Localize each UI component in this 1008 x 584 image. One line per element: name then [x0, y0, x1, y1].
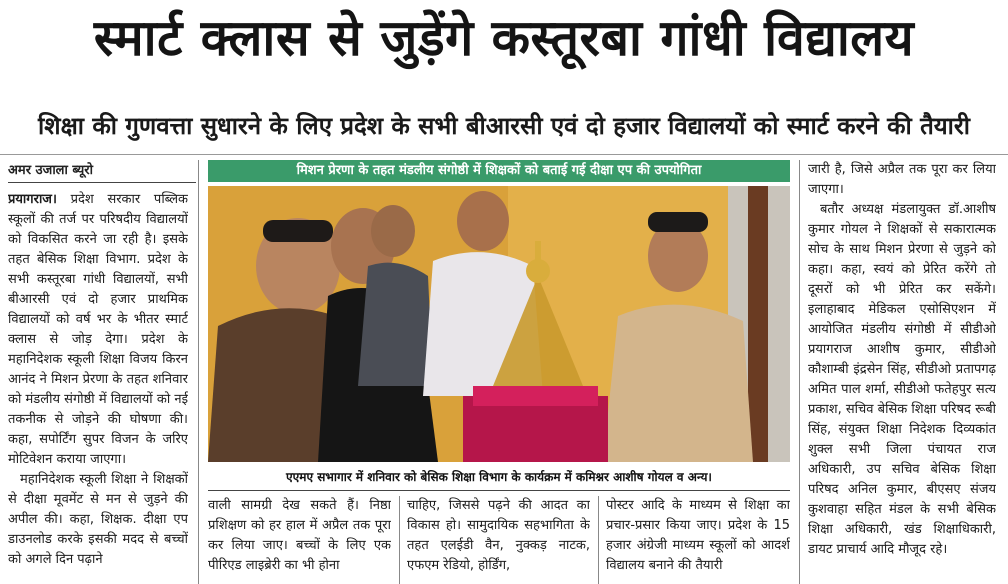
paragraph	[8, 190, 188, 470]
top-rule	[0, 154, 1008, 155]
paragraph: जारी है, जिसे अप्रैल तक पूरा कर लिया जाएगा।	[808, 162, 996, 197]
subheadline: शिक्षा की गुणवत्ता सुधारने के लिए प्रदेश के सभी बीआरसी एवं दो हजार विद्यालयों को स्मार्ट करने की तैयारी	[38, 112, 970, 140]
photo-banner: मिशन प्रेरणा के तहत मंडलीय संगोष्ठी में शिक्षकों को बताई गई दीक्षा एप की उपयोगिता	[208, 160, 790, 182]
photo-caption: एएमए सभागार में शनिवार को बेसिक शिक्षा विभाग के कार्यक्रम में कमिश्नर आशीष गोयल व अन्य।	[286, 470, 712, 484]
headline: स्मार्ट क्लास से जुड़ेंगे कस्तूरबा गांधी विद्यालय	[93, 9, 915, 67]
photo-illustration	[208, 186, 790, 462]
paragraph: महानिदेशक स्कूली शिक्षा ने शिक्षकों से दीक्षा मूवमेंट से मन से जुड़ने की अपील की। कहा, शिक्षक. दीक्षा एप डाउनलोड करके इसकी मदद से बच्चों को अगले दिन पढ़ाने	[8, 472, 188, 567]
column-4: पोस्टर आदि के माध्यम से शिक्षा का प्रचार-प्रसार किया जाए। प्रदेश के 15 हजार अंग्रेजी माध्यम स्कूलों को आदर्श विद्यालय बनाने की तैयारी	[606, 498, 790, 573]
caption-rule	[208, 490, 790, 491]
news-photo	[208, 186, 790, 462]
column-1	[8, 190, 188, 584]
column-divider	[399, 496, 400, 584]
paragraph-text: प्रदेश सरकार पब्लिक स्कूलों की तर्ज पर परिषदीय विद्यालयों को विकसित करने जा रही है। इसके तहत बेसिक शिक्षा विभाग. प्रदेश के सभी कस्तूरबा गांधी विद्यालयों, सभी बीआरसी एवं दो हजार प्राथमिक विद्यालयों को वर्ष भर के भीतर स्मार्ट क्लास से जोड़ देगा। प्रदेश के महानिदेशक स्कूली शिक्षा विजय किरन आनंद ने मिशन प्रेरणा के तहत शनिवार को मंडलीय संगोष्ठी में विद्यालयों को नई तकनीक से जोड़ने की घोषणा की। कहा, सपोर्टिंग सुपर विजन के जरिए मोटिवेशन कराया जाएगा।	[8, 192, 188, 467]
column-5	[808, 160, 996, 584]
column-divider	[598, 496, 599, 584]
column-divider	[799, 160, 800, 584]
byline-rule	[8, 182, 196, 183]
column-divider	[198, 160, 199, 584]
paragraph: बतौर अध्यक्ष मंडलायुक्त डॉ.आशीष कुमार गोयल ने शिक्षकों से सकारात्मक सोच के साथ मिशन प्रेरणा से जुड़ने को कहा। कहा, स्वयं को प्रेरित करेंगे तो दूसरों को भी प्रेरित कर सकेंगे। इलाहाबाद मेडिकल एसोसिएशन में आयोजित मंडलीय संगोष्ठी में सीडीओ प्रयागराज आशीष कुमार, सीडीओ कौशाम्बी इंद्रसेन सिंह, सीडीओ प्रतापगढ़ अमित पाल शर्मा, सीडीओ फतेहपुर सत्य प्रकाश, सचिव बेसिक शिक्षा परिषद रूबी सिंह, संयुक्त शिक्षा निदेशक दिव्यकांत शुक्ल सभी जिला पंचायत राज अधिकारी, उप सचिव बेसिक शिक्षा परिषद अनिल कुमार, बीएसए संजय कुशवाहा सहित मंडल के सभी बेसिक शिक्षा अधिकारी, खंड शिक्षाधिकारी, डायट प्राचार्य आदि मौजूद रहे।	[808, 202, 996, 557]
dateline: प्रयागराज।	[8, 192, 57, 207]
byline: अमर उजाला ब्यूरो	[8, 163, 93, 178]
column-3: चाहिए, जिससे पढ़ने की आदत का विकास हो। सामुदायिक सहभागिता के तहत एलईडी वैन, नुक्कड़ नाटक, एफएम रेडियो, होर्डिंग,	[407, 498, 590, 573]
column-2: वाली सामग्री देख सकते हैं। निष्ठा प्रशिक्षण को हर हाल में अप्रैल तक पूरा कर लिया जाए। बच्चों के लिए एक पीरिएड लाइब्रेरी का भी होना	[208, 498, 391, 573]
